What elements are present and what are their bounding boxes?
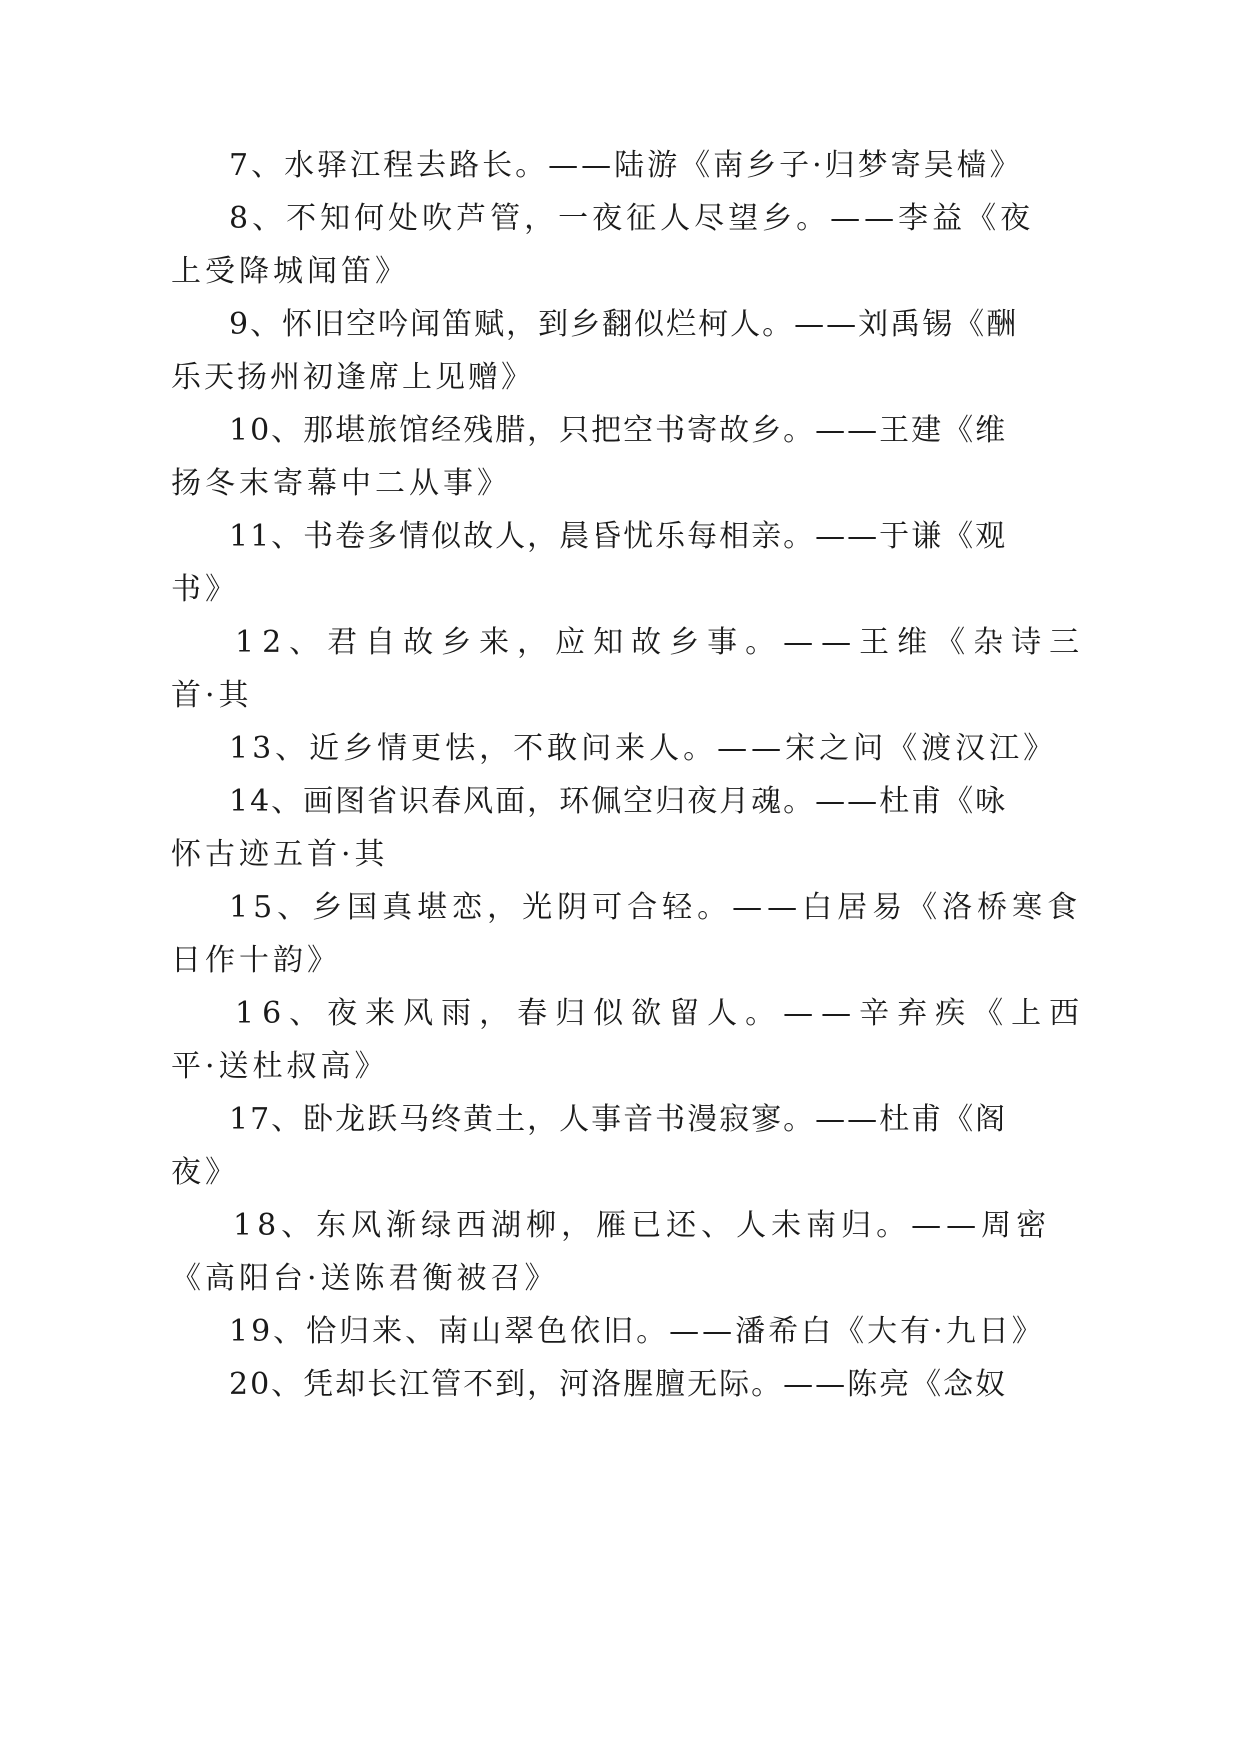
text-line: 17、卧龙跃马终黄土，人事音书漫寂寥。——杜甫《阁 xyxy=(229,1102,1008,1137)
text-line: 《高阳台·送陈君衡被召》 xyxy=(171,1261,559,1296)
text-line: 首·其 xyxy=(171,678,253,713)
text-line: 16、夜来风雨，春归似欲留人。——辛弃疾《上西 xyxy=(235,996,1088,1031)
text-line: 书》 xyxy=(171,572,239,607)
text-line: 上受降城闻笛》 xyxy=(171,254,409,289)
text-line: 扬冬末寄幕中二从事》 xyxy=(171,466,511,501)
text-line: 12、君自故乡来，应知故乡事。——王维《杂诗三 xyxy=(235,625,1088,660)
text-line: 13、近乡情更怯，不敢问来人。——宋之问《渡汉江》 xyxy=(229,731,1058,766)
text-line: 夜》 xyxy=(171,1155,239,1190)
text-line: 9、怀旧空吟闻笛赋，到乡翻似烂柯人。——刘禹锡《酬 xyxy=(229,307,1019,342)
text-line: 乐天扬州初逢席上见赠》 xyxy=(171,360,534,395)
text-line: 11、书卷多情似故人，晨昏忧乐每相亲。——于谦《观 xyxy=(229,519,1008,554)
text-line: 平·送杜叔高》 xyxy=(171,1049,389,1084)
text-line: 18、东风渐绿西湖柳，雁已还、人未南归。——周密 xyxy=(233,1208,1052,1243)
text-line: 8、不知何处吹芦管，一夜征人尽望乡。——李益《夜 xyxy=(229,201,1035,236)
text-line: 10、那堪旅馆经残腊，只把空书寄故乡。——王建《维 xyxy=(229,413,1008,448)
text-line: 7、水驿江程去路长。——陆游《南乡子·归梦寄吴樯》 xyxy=(229,148,1023,183)
text-line: 19、恰归来、南山翠色依旧。——潘希白《大有·九日》 xyxy=(229,1314,1045,1349)
text-line: 怀古迹五首·其 xyxy=(171,837,389,872)
text-line: 14、画图省识春风面，环佩空归夜月魂。——杜甫《咏 xyxy=(229,784,1008,819)
text-line: 日作十韵》 xyxy=(171,943,341,978)
text-line: 20、凭却长江管不到，河洛腥膻无际。——陈亮《念奴 xyxy=(229,1367,1008,1402)
text-line: 15、乡国真堪恋，光阴可合轻。——白居易《洛桥寒食 xyxy=(229,890,1083,925)
